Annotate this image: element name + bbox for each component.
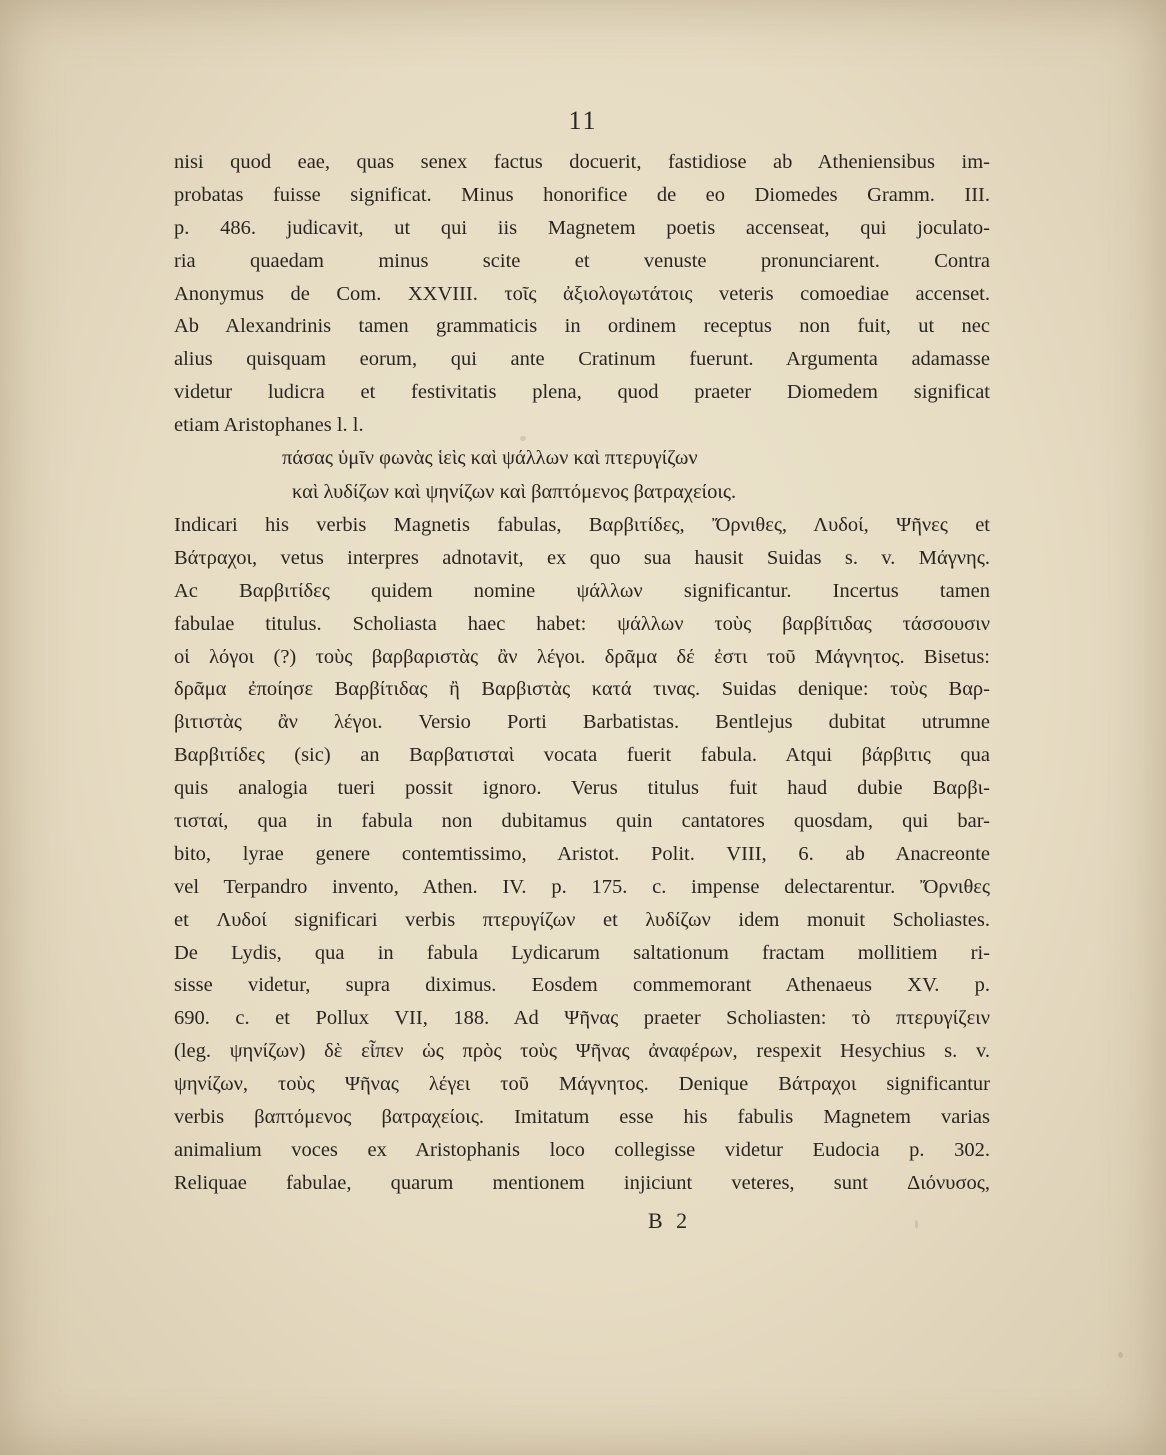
signature-mark: B 2 — [648, 1208, 692, 1233]
text-line: Ac Βαρβιτίδες quidem nomine ψάλλων significantur. Incertus tamen — [174, 579, 990, 602]
text-line: animalium voces ex Aristophanis loco collegisse videtur Eudocia p. 302. — [174, 1138, 990, 1161]
text-line: De Lydis, qua in fabula Lydicarum saltationum fractam mollitiem ri- — [174, 941, 990, 964]
text-line: et Λυδοί significari verbis πτερυγίζων et λυδίζων idem monuit Scholiastes. — [174, 908, 990, 931]
text-line: δρᾶμα ἐποίησε Βαρβίτιδας ἢ Βαρβιστὰς κατά τινας. Suidas denique: τοὺς Βαρ- — [174, 678, 990, 701]
text-line: 690. c. et Pollux VII, 188. Ad Ψῆνας praeter Scholiasten: τὸ πτερυγίζειν — [174, 1007, 990, 1030]
text-line: probatas fuisse significat. Minus honorifice de eo Diomedes Gramm. III. — [174, 183, 990, 206]
text-line: Βαρβιτίδες (sic) an Βαρβατισταὶ vocata fuerit fabula. Atqui βάρβιτις qua — [174, 744, 990, 767]
text-line: οἱ λόγοι (?) τοὺς βαρβαριστὰς ἂν λέγοι. δρᾶμα δέ ἐστι τοῦ Μάγνητος. Bisetus: — [174, 645, 990, 668]
paper-spot — [915, 1220, 918, 1229]
text-line: Ab Alexandrinis tamen grammaticis in ordinem receptus non fuit, ut nec — [174, 315, 990, 338]
text-line: nisi quod eae, quas senex factus docuerit, fastidiose ab Atheniensibus im- — [174, 151, 990, 173]
text-line: verbis βαπτόμενος βατραχείοις. Imitatum esse his fabulis Magnetem varias — [174, 1106, 990, 1129]
body-text — [174, 146, 990, 1200]
text-line: (leg. ψηνίζων) δὲ εἶπεν ὡς πρὸς τοὺς Ψῆνας ἀναφέρων, respexit Hesychius s. v. — [174, 1040, 990, 1063]
text-line: p. 486. judicavit, ut qui iis Magnetem poetis accenseat, qui joculato- — [174, 216, 990, 239]
page-number: 11 — [568, 106, 598, 135]
text-line: Indicari his verbis Magnetis fabulas, Βαρβιτίδες, Ὄρνιθες, Λυδοί, Ψῆνες et — [174, 514, 990, 537]
text-line: τισταί, qua in fabula non dubitamus quin cantatores quosdam, qui bar- — [174, 810, 990, 833]
text-line: ψηνίζων, τοὺς Ψῆνας λέγει τοῦ Μάγνητος. Denique Βάτραχοι significantur — [174, 1073, 990, 1096]
verse-quote-line: καὶ λυδίζων καὶ ψηνίζων καὶ βαπτόμενος βατραχείοις. — [292, 480, 737, 503]
text-line: fabulae titulus. Scholiasta haec habet: ψάλλων τοὺς βαρβίτιδας τάσσουσιν — [174, 612, 990, 635]
text-line: Reliquae fabulae, quarum mentionem injiciunt veteres, sunt Διόνυσος, — [174, 1171, 990, 1194]
text-line: Βάτραχοι, vetus interpres adnotavit, ex quo sua hausit Suidas s. v. Μάγνης. — [174, 546, 990, 569]
text-line: quis analogia tueri possit ignoro. Verus titulus fuit haud dubie Βαρβι- — [174, 777, 990, 800]
text-line: videtur ludicra et festivitatis plena, quod praeter Diomedem significat — [174, 381, 990, 404]
text-line: vel Terpandro invento, Athen. IV. p. 175. c. impense delectarentur. Ὄρνιθες — [174, 875, 990, 898]
text-line: ria quaedam minus scite et venuste pronunciarent. Contra — [174, 249, 990, 272]
text-line: βιτιστὰς ἂν λέγοι. Versio Porti Barbatistas. Bentlejus dubitat utrumne — [174, 711, 990, 734]
text-line: sisse videtur, supra diximus. Eosdem commemorant Athenaeus XV. p. — [174, 974, 990, 997]
text-line: alius quisquam eorum, qui ante Cratinum fuerunt. Argumenta adamasse — [174, 348, 990, 371]
text-line: bito, lyrae genere contemtissimo, Aristot. Polit. VIII, 6. ab Anacreonte — [174, 842, 990, 865]
text-line: etiam Aristophanes l. l. — [174, 414, 364, 437]
paper-spot — [1118, 1352, 1123, 1358]
text-line: Anonymus de Com. XXVIII. τοῖς ἀξιολογωτάτοις veteris comoediae accenset. — [174, 282, 990, 305]
verse-quote-line: πάσας ὑμῖν φωνὰς ἱεὶς καὶ ψάλλων καὶ πτερυγίζων — [282, 447, 698, 470]
